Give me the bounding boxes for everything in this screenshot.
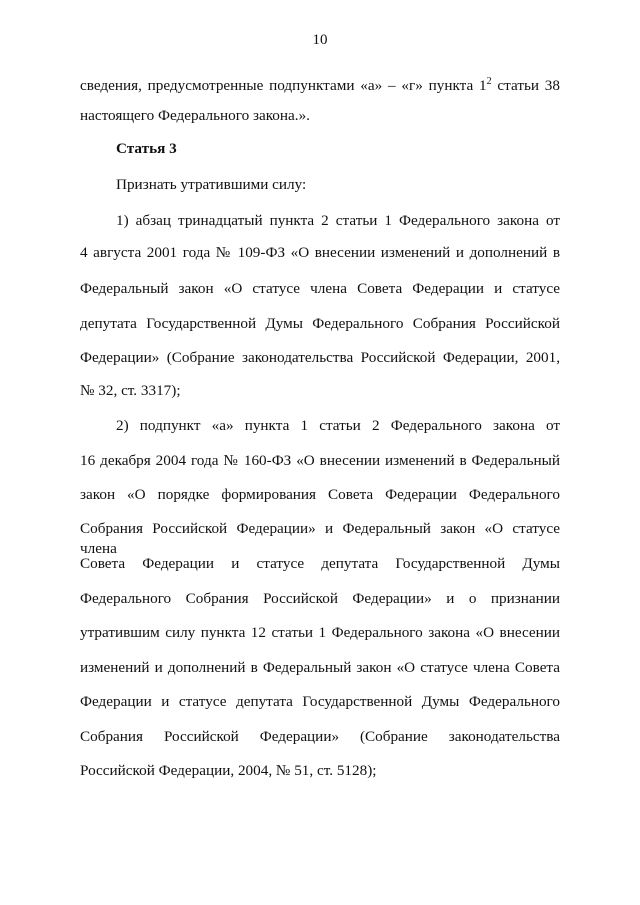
article-heading: Статья 3: [116, 140, 177, 157]
text-line: № 32, ст. 3317);: [80, 382, 181, 399]
text-line: Собрания Российской Федерации» и Федеральный закон «О статусе члена: [80, 520, 560, 557]
text-line: Собрания Российской Федерации» (Собрание законодательства: [80, 728, 560, 745]
text-line: 16 декабря 2004 года № 160-ФЗ «О внесении изменений в Федеральный: [80, 452, 560, 469]
text-line: 4 августа 2001 года № 109-ФЗ «О внесении изменений и дополнений в: [80, 244, 560, 261]
text-line: изменений и дополнений в Федеральный закон «О статусе члена Совета: [80, 659, 560, 676]
superscript: 2: [486, 75, 492, 87]
text-line: Признать утратившими силу:: [116, 176, 307, 193]
text-segment: статьи 38: [491, 77, 560, 94]
text-line: закон «О порядке формирования Совета Федерации Федерального: [80, 486, 560, 503]
text-line: Федерации и статусе депутата Государственной Думы Федерального: [80, 693, 560, 710]
text-line: депутата Государственной Думы Федерального Собрания Российской: [80, 315, 560, 332]
text-line: [80, 76, 560, 96]
text-segment: сведения, предусмотренные подпунктами «а» – «г» пункта 1: [80, 77, 487, 94]
page-number: 10: [312, 32, 328, 48]
text-line: 2) подпункт «а» пункта 1 статьи 2 Федерального закона от: [116, 417, 560, 434]
text-line: Совета Федерации и статусе депутата Государственной Думы: [80, 555, 560, 572]
text-line: 1) абзац тринадцатый пункта 2 статьи 1 Федерального закона от: [116, 212, 560, 229]
text-line: Федерации» (Собрание законодательства Российской Федерации, 2001,: [80, 349, 560, 366]
text-line: Федерального Собрания Российской Федерации» и о признании: [80, 590, 560, 607]
text-line: Федеральный закон «О статусе члена Совета Федерации и статусе: [80, 280, 560, 297]
text-line: настоящего Федерального закона.».: [80, 107, 310, 124]
text-line: Российской Федерации, 2004, № 51, ст. 5128);: [80, 762, 377, 779]
text-line: утратившим силу пункта 12 статьи 1 Федерального закона «О внесении: [80, 624, 560, 641]
